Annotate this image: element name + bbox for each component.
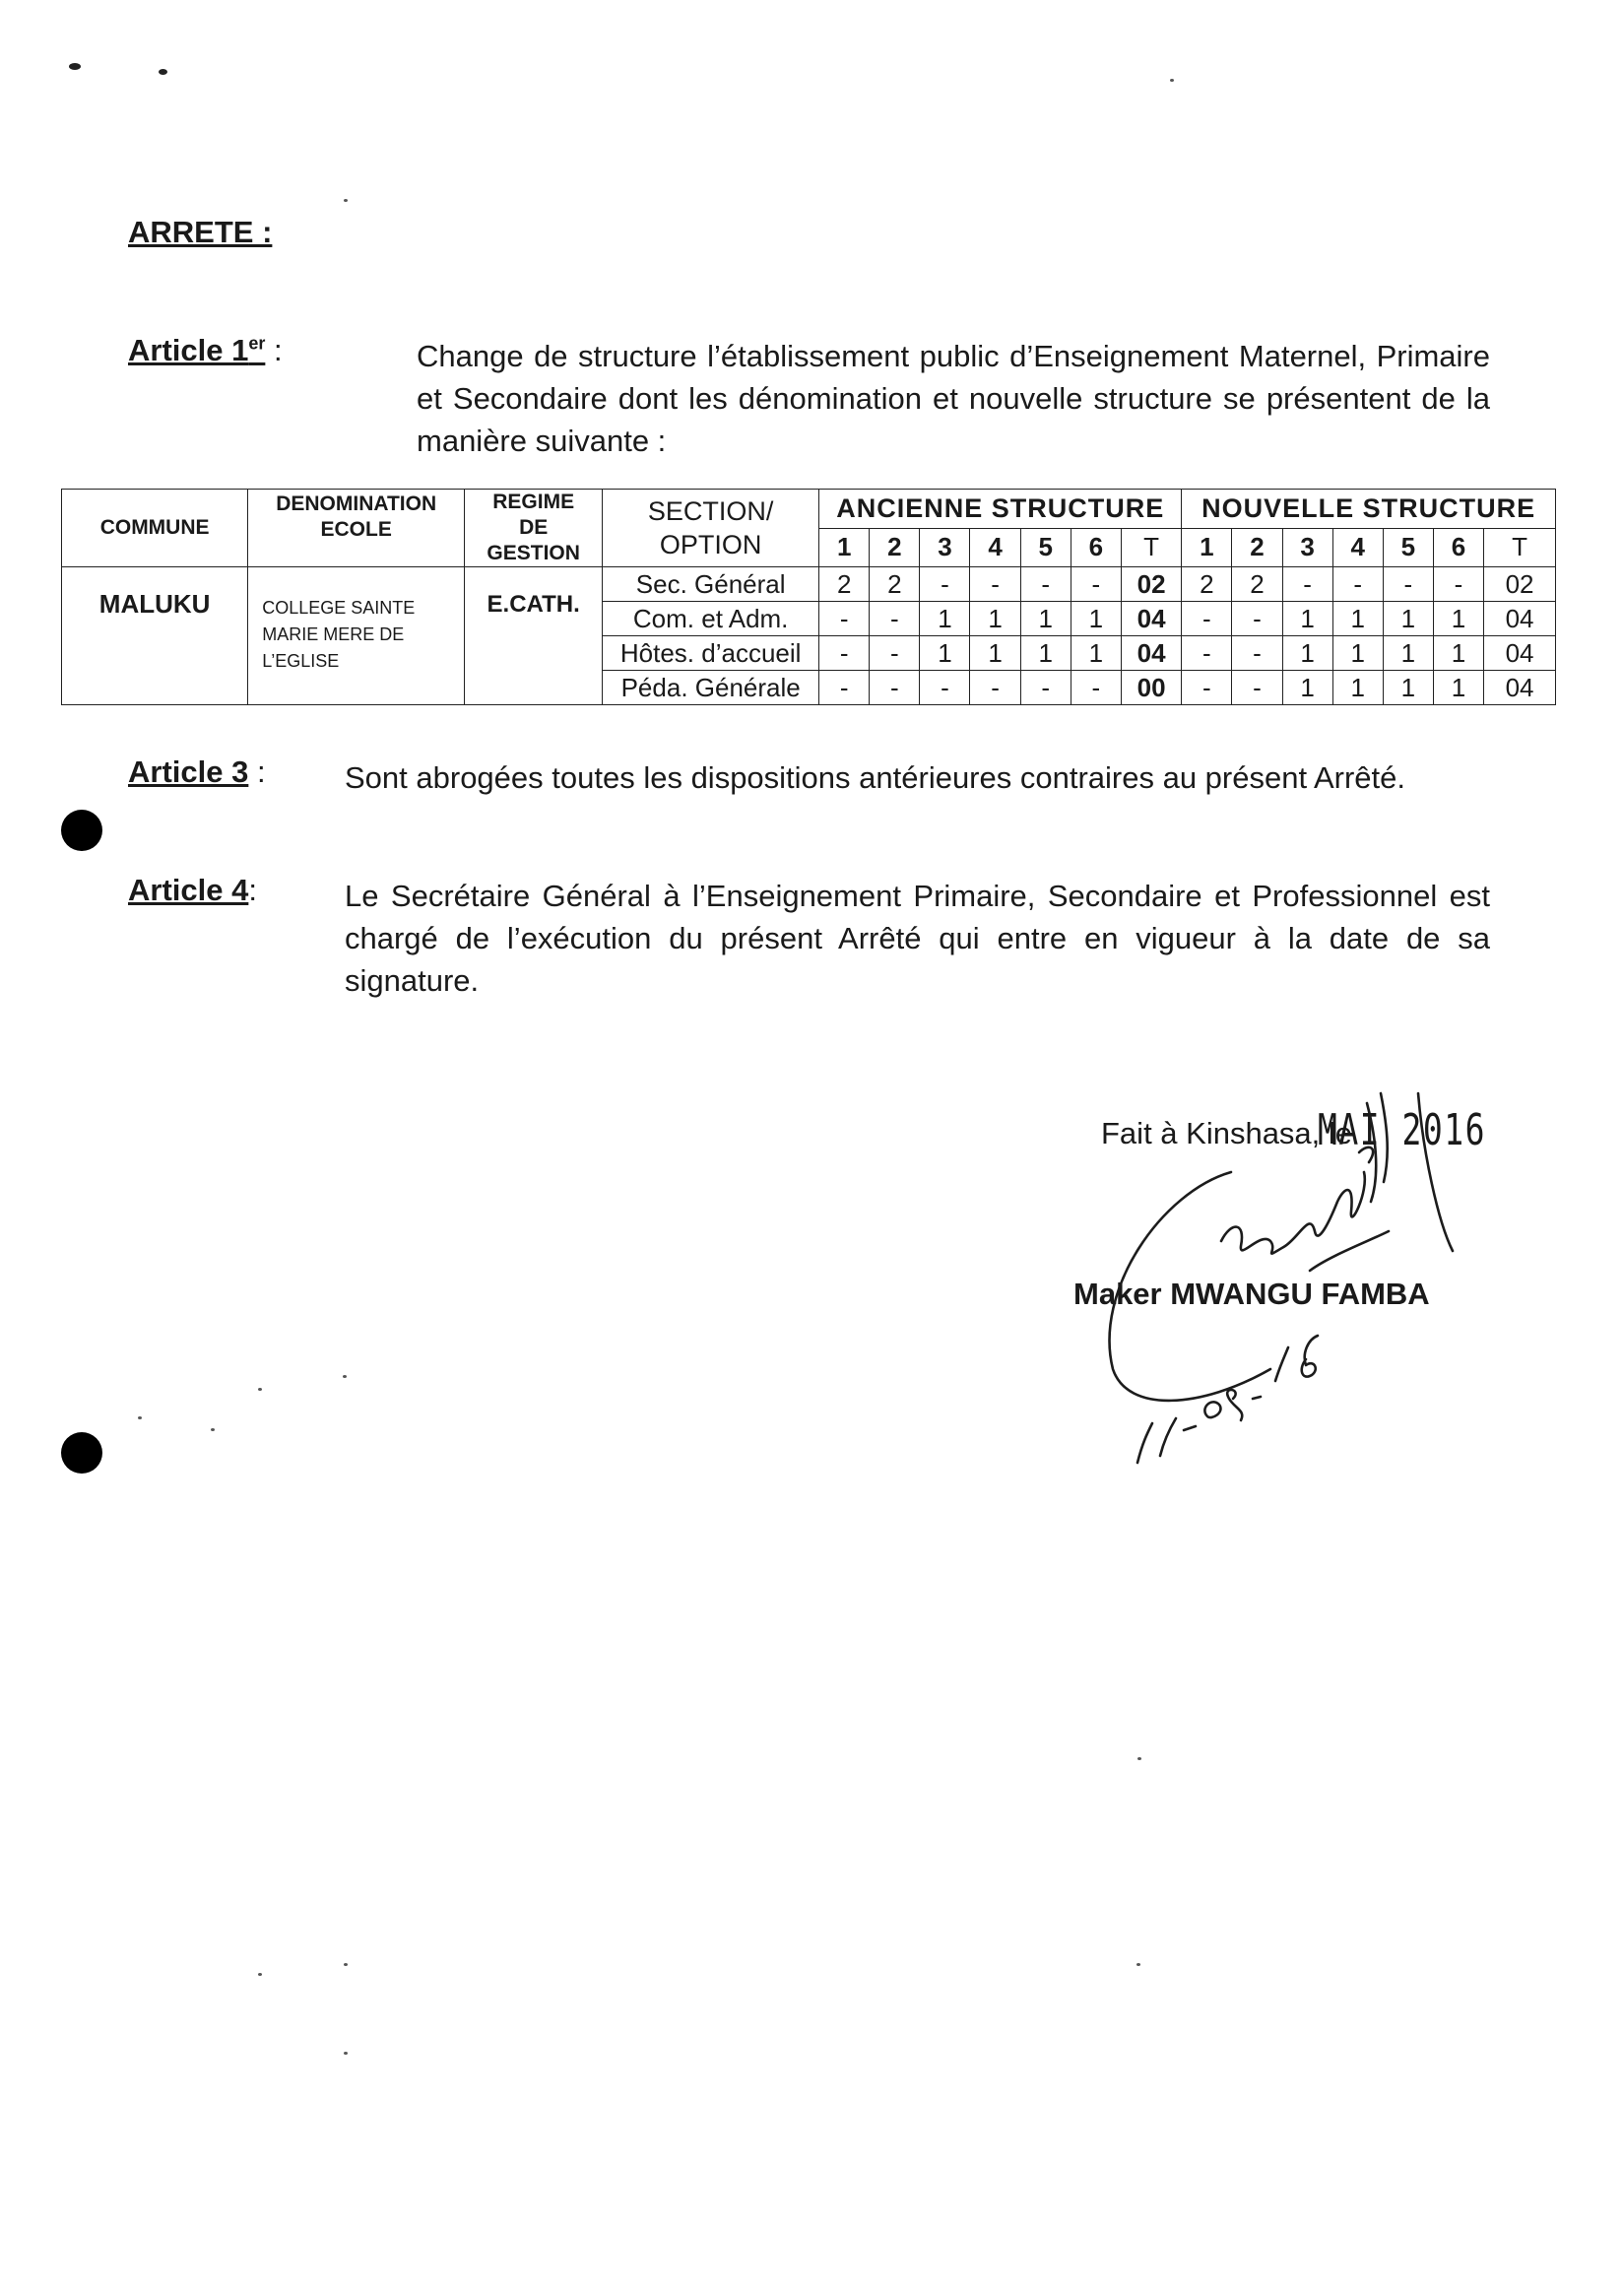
- date-stamp: MAI 2016: [1318, 1105, 1486, 1155]
- value-cell: 1: [1282, 636, 1332, 671]
- col-header: 3: [920, 528, 970, 567]
- value-cell: 1: [1071, 636, 1121, 671]
- scan-speck: [1137, 1757, 1141, 1760]
- header-regime: REGIME DE GESTION: [465, 490, 603, 567]
- scan-speck: [258, 1388, 262, 1391]
- value-cell: -: [1020, 671, 1071, 705]
- value-cell: 1: [970, 636, 1020, 671]
- value-cell: -: [870, 671, 920, 705]
- section-cell: Com. et Adm.: [603, 602, 819, 636]
- scan-speck: [344, 1963, 348, 1966]
- table-row: [62, 567, 1556, 602]
- value-cell: 1: [1282, 602, 1332, 636]
- col-header: 1: [819, 528, 870, 567]
- punch-hole: [61, 1432, 102, 1474]
- col-header: 5: [1383, 528, 1433, 567]
- value-cell: -: [920, 567, 970, 602]
- header-nouvelle-structure: NOUVELLE STRUCTURE: [1182, 490, 1556, 529]
- value-cell: -: [1383, 567, 1433, 602]
- value-cell: -: [870, 636, 920, 671]
- col-header: T: [1484, 528, 1556, 567]
- value-cell: 1: [1383, 636, 1433, 671]
- article-1-title: Article 1er: [128, 333, 266, 367]
- article-3-text: Sont abrogées toutes les dispositions antérieures contraires au présent Arrêté.: [345, 760, 1406, 795]
- scan-speck: [138, 1416, 142, 1419]
- scan-speck: [1170, 79, 1174, 82]
- scan-speck: [344, 199, 348, 202]
- punch-hole: [61, 810, 102, 851]
- col-header: 1: [1182, 528, 1232, 567]
- total-cell: 02: [1484, 567, 1556, 602]
- signer-name: Maker MWANGU FAMBA: [1073, 1277, 1430, 1311]
- value-cell: 2: [1182, 567, 1232, 602]
- value-cell: -: [819, 636, 870, 671]
- article-3-label: Article 3 :: [128, 754, 266, 789]
- commune-cell: MALUKU: [62, 567, 248, 705]
- col-header: 6: [1433, 528, 1483, 567]
- section-cell: Hôtes. d’accueil: [603, 636, 819, 671]
- value-cell: 1: [1020, 636, 1071, 671]
- value-cell: -: [1282, 567, 1332, 602]
- value-cell: 1: [1332, 671, 1383, 705]
- value-cell: -: [819, 671, 870, 705]
- scan-speck: [1136, 1963, 1140, 1966]
- total-cell: 04: [1121, 602, 1181, 636]
- scan-speck: [344, 2052, 348, 2055]
- section-cell: Sec. Général: [603, 567, 819, 602]
- value-cell: -: [1232, 602, 1282, 636]
- scan-speck: [159, 69, 167, 75]
- value-cell: -: [1071, 567, 1121, 602]
- value-cell: -: [1182, 602, 1232, 636]
- value-cell: 1: [1282, 671, 1332, 705]
- value-cell: -: [1182, 671, 1232, 705]
- col-header: 4: [1332, 528, 1383, 567]
- table-header-row: [62, 490, 1556, 529]
- header-section: SECTION/ OPTION: [603, 490, 819, 567]
- ecole-cell: COLLEGE SAINTE MARIE MERE DE L’EGLISE: [248, 567, 465, 705]
- col-header: T: [1121, 528, 1181, 567]
- value-cell: 1: [920, 636, 970, 671]
- scan-speck: [258, 1973, 262, 1976]
- value-cell: -: [1182, 636, 1232, 671]
- total-cell: 04: [1484, 602, 1556, 636]
- document-heading: ARRETE :: [128, 215, 273, 249]
- value-cell: 1: [1433, 671, 1483, 705]
- value-cell: 2: [819, 567, 870, 602]
- value-cell: 2: [1232, 567, 1282, 602]
- col-header: 2: [1232, 528, 1282, 567]
- section-cell: Péda. Générale: [603, 671, 819, 705]
- total-cell: 04: [1484, 671, 1556, 705]
- value-cell: 1: [1383, 671, 1433, 705]
- article-1-label: Article 1er :: [128, 333, 283, 367]
- value-cell: -: [870, 602, 920, 636]
- structure-table: [61, 489, 1556, 705]
- total-cell: 00: [1121, 671, 1181, 705]
- value-cell: 1: [1433, 602, 1483, 636]
- article-4-text: Le Secrétaire Général à l’Enseignement Primaire, Secondaire et Professionnel est chargé de l’exécution du présent Arrêté qui entre en vigueur à la date de sa signature.: [345, 879, 1490, 998]
- regime-cell: E.CATH.: [465, 567, 603, 705]
- value-cell: -: [819, 602, 870, 636]
- value-cell: 1: [1332, 636, 1383, 671]
- value-cell: 1: [1383, 602, 1433, 636]
- scan-speck: [211, 1428, 215, 1431]
- scan-speck: [69, 63, 81, 70]
- value-cell: -: [970, 671, 1020, 705]
- scan-speck: [343, 1375, 347, 1378]
- handwritten-signature: [1073, 1074, 1487, 1487]
- value-cell: 1: [1020, 602, 1071, 636]
- value-cell: -: [1332, 567, 1383, 602]
- total-cell: 02: [1121, 567, 1181, 602]
- value-cell: 1: [970, 602, 1020, 636]
- value-cell: -: [1020, 567, 1071, 602]
- value-cell: -: [970, 567, 1020, 602]
- value-cell: 2: [870, 567, 920, 602]
- header-commune: COMMUNE: [62, 490, 248, 567]
- value-cell: -: [1433, 567, 1483, 602]
- header-ancienne-structure: ANCIENNE STRUCTURE: [819, 490, 1182, 529]
- value-cell: -: [1071, 671, 1121, 705]
- col-header: 3: [1282, 528, 1332, 567]
- col-header: 2: [870, 528, 920, 567]
- value-cell: -: [1232, 671, 1282, 705]
- value-cell: 1: [1332, 602, 1383, 636]
- col-header: 6: [1071, 528, 1121, 567]
- value-cell: -: [1232, 636, 1282, 671]
- signature-place: Fait à Kinshasa, le: [1101, 1116, 1353, 1150]
- value-cell: -: [920, 671, 970, 705]
- article-1-text: Change de structure l’établissement public d’Enseignement Maternel, Primaire et Secondaire dont les dénomination et nouvelle structure se présentent de la manière suivante :: [417, 339, 1490, 458]
- col-header: 5: [1020, 528, 1071, 567]
- value-cell: 1: [1433, 636, 1483, 671]
- col-header: 4: [970, 528, 1020, 567]
- header-ecole: DENOMINATION ECOLE: [248, 490, 465, 567]
- article-4-label: Article 4:: [128, 873, 257, 907]
- value-cell: 1: [1071, 602, 1121, 636]
- value-cell: 1: [920, 602, 970, 636]
- total-cell: 04: [1484, 636, 1556, 671]
- total-cell: 04: [1121, 636, 1181, 671]
